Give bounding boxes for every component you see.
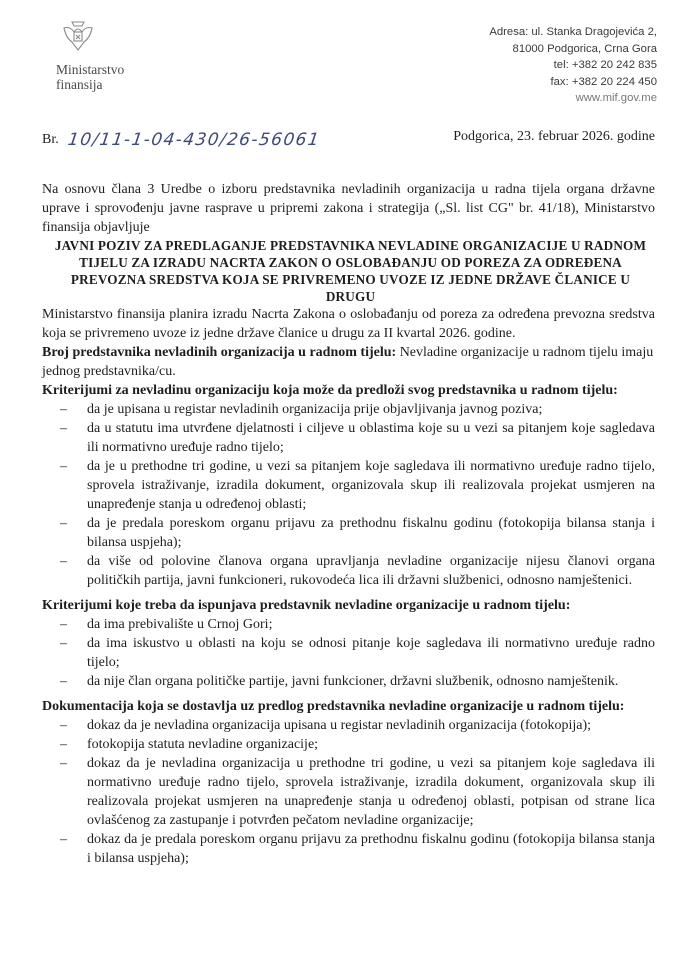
representative-count: [42, 343, 655, 381]
list-item: – fotokopija statuta nevladine organizacije;: [87, 735, 655, 754]
contact-block: [489, 24, 657, 107]
contact-website: www.mif.gov.me: [575, 92, 657, 104]
reference-number: [42, 128, 320, 148]
representative-count-value: Nevladine organizacije u radnom tijelu imaju jednog predstavnika/cu.: [42, 345, 654, 379]
coat-of-arms-icon: [58, 16, 98, 56]
contact-city: 81000 Podgorica, Crna Gora: [512, 42, 657, 55]
representative-count-label: Broj predstavnika nevladinih organizacija u radnom tijelu:: [42, 345, 397, 360]
document-body: [42, 180, 655, 874]
body-paragraph: Ministarstvo finansija planira izradu Nacrta Zakona o oslobađanju od poreza za određena prevozna sredstva koja se privremeno uvoze iz jedne države članice u drugu za II kvartal 2026. godine.: [42, 307, 655, 341]
document-date: Podgorica, 23. februar 2026. godine: [453, 129, 655, 144]
section-heading: Kriterijumi za nevladinu organizaciju koja može da predloži svog predstavnika u radnom tijelu:: [42, 383, 618, 398]
criteria-list: [42, 400, 655, 590]
list-item: – da ima iskustvo u oblasti na koju se odnosi pitanje koje sagledava ili normativno uređuje radno tijelo;: [87, 634, 655, 672]
list-item: – da je predala poreskom organu prijavu za prethodnu fiskalnu godinu (fotokopija bilansa stanja i bilansa uspjeha);: [87, 514, 655, 552]
section-heading: Kriterijumi koje treba da ispunjava predstavnik nevladine organizacije u radnom tijelu:: [42, 598, 571, 613]
section-ngo-criteria: [42, 381, 655, 590]
intro-paragraph: Na osnovu člana 3 Uredbe o izboru predstavnika nevladinih organizacija u radna tijela organa državne uprave i sprovođenju javne rasprave u pripremi zakona i strategija („Sl. list CG" br. 41/18), Ministarstvo finansija objavljuje: [42, 182, 655, 235]
list-item: – da je u prethodne tri godine, u vezi sa pitanjem koje sagledava ili normativno uređuje radno tijelo, sprovela istraživanje, izradila dokument, organizovala skup ili realizovala projekat usmjeren na unapređenje stanja u određenoj oblasti;: [87, 457, 655, 514]
list-item: – da je upisana u registar nevladinih organizacija prije objavljivanja javnog poziva;: [87, 400, 655, 419]
list-item: – da više od polovine članova organa upravljanja nevladine organizacije nijesu članovi organa političkih partija, javni funkcioneri, rukovodeća lica ili državni službenici, odnosno namještenici.: [87, 552, 655, 590]
section-heading: Dokumentacija koja se dostavlja uz predlog predstavnika nevladine organizacije u radnom tijelu:: [42, 699, 625, 714]
document-title: JAVNI POZIV ZA PREDLAGANJE PREDSTAVNIKA NEVLADINE ORGANIZACIJE U RADNOM TIJELU ZA IZRADU NACRTA ZAKON O OSLOBAĐANJU OD POREZA ZA ODREĐENA PREVOZNA SREDSTVA KOJA SE PRIVREMENO UVOZE IZ JEDNE DRŽAVE ČLANICE U DRUGU: [54, 238, 647, 304]
list-item: – da nije član organa političke partije, javni funkcioner, državni službenik, odnosno namještenik.: [87, 672, 655, 691]
ministry-name-line2: finansija: [56, 77, 103, 92]
contact-address: Adresa: ul. Stanka Dragojevića 2,: [489, 26, 657, 38]
list-item: – da u statutu ima utvrđene djelatnosti i ciljeve u oblastima koje su u vezi sa pitanjem koje sagledava ili normativno uređuje radno tijelo;: [87, 419, 655, 457]
list-item: – dokaz da je nevladina organizacija u prethodne tri godine, u vezi sa pitanjem koje sagledava ili normativno uređuje radno tijelo, sprovela istraživanje, izradila dokument, organizovala skup ili realizovala projekat usmjeren na unapređenje stanja u određenoj oblasti, potpisan od strane lica ovlašćenog za zastupanje i potvrđen pečatom nevladine organizacije;: [87, 754, 655, 830]
list-item: – da ima prebivalište u Crnoj Gori;: [87, 615, 655, 634]
criteria-list: [42, 615, 655, 691]
reference-handwritten-number: 10/11-1-04-430/26-56061: [66, 130, 322, 150]
section-representative-criteria: [42, 596, 655, 691]
ministry-name-line1: Ministarstvo: [56, 62, 125, 77]
documentation-list: [42, 716, 655, 868]
list-item: – dokaz da je nevladina organizacija upisana u registar nevladinih organizacija (fotokopija);: [87, 716, 655, 735]
list-item: – dokaz da je predala poreskom organu prijavu za prethodnu fiskalnu godinu (fotokopija bilansa stanja i bilansa uspjeha);: [87, 830, 655, 868]
contact-tel: tel: +382 20 242 835: [553, 59, 657, 71]
section-documentation: [42, 697, 655, 868]
contact-fax: fax: +382 20 224 450: [550, 75, 657, 88]
ministry-logo: [56, 16, 126, 92]
reference-prefix: Br.: [42, 132, 59, 147]
